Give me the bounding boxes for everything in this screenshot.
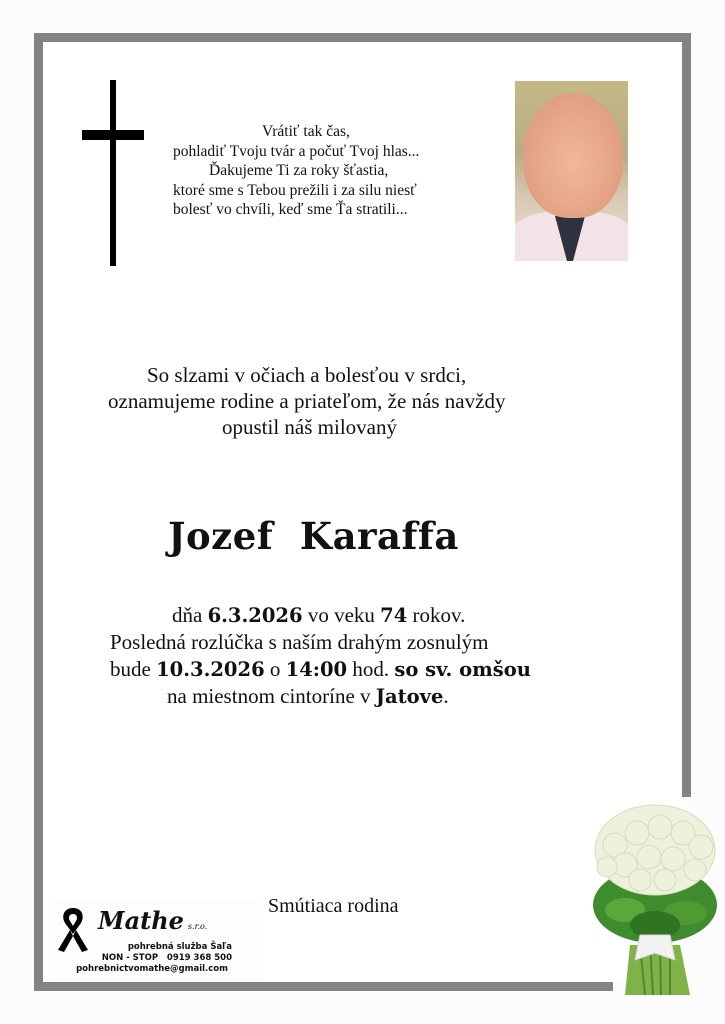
location-line: na miestnom cintoríne v Jatove. xyxy=(167,684,449,708)
farewell-line: Posledná rozlúčka s naším drahým zosnulým xyxy=(110,630,489,654)
cross-icon xyxy=(82,80,144,266)
service-tagline: pohrebná služba Šaľa xyxy=(127,942,232,952)
frame-bottom xyxy=(34,982,613,991)
deceased-photo xyxy=(515,81,628,261)
intro-line: opustil náš milovaný xyxy=(222,415,397,439)
family-signature: Smútiaca rodina xyxy=(268,895,399,917)
frame-left xyxy=(34,33,43,991)
funeral-place: Jatove xyxy=(375,685,444,708)
frame-top xyxy=(34,33,691,42)
frame-right xyxy=(682,33,691,797)
service-email: pohrebnictvomathe@gmail.com xyxy=(76,964,228,974)
funeral-service-logo xyxy=(52,900,262,980)
funeral-date: 10.3.2026 xyxy=(156,658,265,681)
poem-line: pohladiť Tvoju tvár a počuť Tvoj hlas... xyxy=(173,142,420,160)
poem-line: bolesť vo chvíli, keď sme Ťa stratili... xyxy=(173,201,408,218)
white-roses xyxy=(595,805,715,895)
service-phone: NON - STOP 0919 368 500 xyxy=(101,953,232,963)
brand-name: Mathe s.r.o. xyxy=(98,906,208,935)
intro-line: oznamujeme rodine a priateľom, že nás navždy xyxy=(108,389,506,413)
funeral-time: 14:00 xyxy=(285,658,348,681)
poem-line: Vrátiť tak čas, xyxy=(262,123,350,140)
funeral-date-line: bude 10.3.2026 o 14:00 hod. so sv. omšou xyxy=(110,657,531,681)
white-roses-bouquet xyxy=(585,795,725,1000)
age: 74 xyxy=(380,604,408,627)
death-date: 6.3.2026 xyxy=(207,604,303,627)
mass-note: so sv. omšou xyxy=(394,658,531,681)
poem-line: ktoré sme s Tebou prežili i za silu niesť xyxy=(173,181,417,199)
intro-line: So slzami v očiach a bolesťou v srdci, xyxy=(147,363,467,387)
mourning-ribbon-icon xyxy=(56,906,90,954)
announcement-intro xyxy=(60,362,660,440)
poem-line: Ďakujeme Ti za roky šťastia, xyxy=(209,162,389,179)
poem xyxy=(160,122,500,220)
death-date-line: dňa 6.3.2026 vo veku 74 rokov. xyxy=(172,603,466,627)
deceased-name: Jozef Karaffa xyxy=(168,514,459,558)
